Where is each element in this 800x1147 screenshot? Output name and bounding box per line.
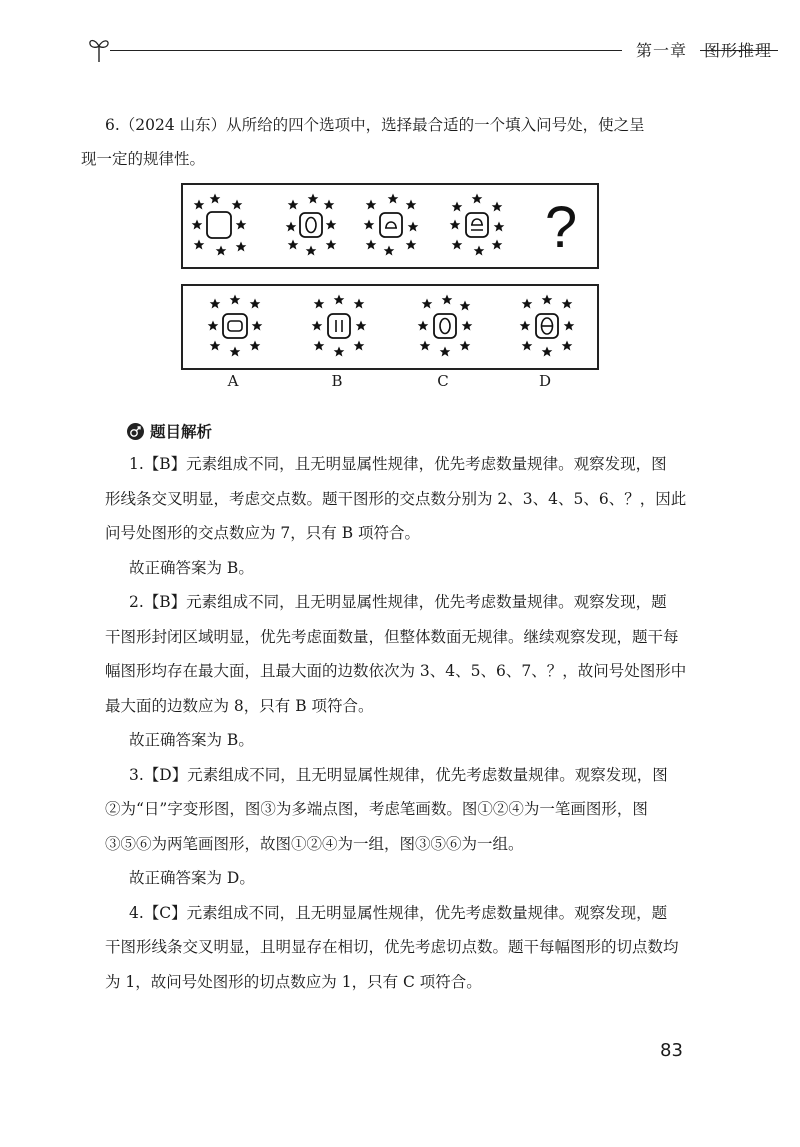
answer-2-conclusion: 故正确答案为 B。 [129, 731, 254, 749]
answer-4-line-1: 4.【C】元素组成不同，且无明显属性规律，优先考虑数量规律。观察发现，题 [129, 903, 668, 922]
question-text [81, 108, 695, 176]
puzzle-figures [183, 185, 597, 267]
answer-2-line-1: 2.【B】元素组成不同，且无明显属性规律，优先考虑数量规律。观察发现，题 [129, 593, 667, 611]
answer-3-line-2: ②为“日”字变形图，图③为多端点图，考虑笔画数。图①②④为一笔画图形，图 [105, 800, 648, 818]
header-rule-left [110, 50, 622, 51]
option-label-c: C [437, 372, 449, 390]
chapter-title: 第一章 图形推理 [636, 41, 773, 60]
puzzle-sequence-box [181, 183, 599, 269]
analysis-section-title [127, 420, 212, 442]
question-line-1: 6.（2024 山东）从所给的四个选项中，选择最合适的一个填入问号处，使之呈 [105, 116, 645, 134]
analysis-title: 题目解析 [150, 423, 213, 441]
answer-3-line-1: 3.【D】元素组成不同，且无明显属性规律，优先考虑数量规律。观察发现，图 [129, 765, 668, 784]
answer-1-line-1: 1.【B】元素组成不同，且无明显属性规律，优先考虑数量规律。观察发现，图 [129, 455, 667, 473]
answer-1-line-2: 形线条交叉明显，考虑交点数。题干图形的交点数分别为 2、3、4、5、6、？，因此 [105, 489, 687, 508]
question-mark: ? [544, 195, 578, 260]
answer-2-line-4: 最大面的边数应为 8，只有 B 项符合。 [105, 696, 374, 715]
puzzle-figure-2 [286, 194, 337, 256]
puzzle-figure-3 [364, 194, 419, 256]
answer-3-line-3: ③⑤⑥为两笔画图形，故图①②④为一组，图③⑤⑥为一组。 [105, 834, 524, 853]
answer-4-line-2: 干图形线条交叉明显，且明显存在相切，优先考虑切点数。题干每幅图形的切点数均 [105, 938, 679, 956]
puzzle-figure-4 [450, 194, 505, 256]
option-labels [181, 372, 599, 392]
option-label-a: A [227, 372, 239, 390]
option-b-figure [312, 295, 367, 357]
option-label-b: B [331, 372, 343, 390]
answer-4-line-3: 为 1，故问号处图形的切点数应为 1，只有 C 项符合。 [105, 972, 482, 991]
analysis-body [105, 447, 695, 999]
running-header [88, 34, 778, 74]
puzzle-figure-1 [192, 194, 247, 256]
answer-1-conclusion: 故正确答案为 B。 [129, 558, 254, 577]
option-label-d: D [538, 372, 552, 390]
sprout-icon [88, 34, 110, 64]
header-rule-right [700, 50, 778, 51]
option-d-figure [520, 295, 575, 357]
option-figures [183, 286, 597, 368]
options-box [181, 284, 599, 370]
analysis-badge-icon [127, 423, 144, 440]
question-line-2: 现一定的规律性。 [81, 150, 206, 168]
answer-3-conclusion: 故正确答案为 D。 [129, 869, 255, 887]
option-c-figure [418, 295, 473, 357]
option-a-figure [208, 295, 263, 357]
answer-2-line-3: 幅图形均存在最大面，且最大面的边数依次为 3、4、5、6、7、？，故问号处图形中 [105, 662, 687, 680]
answer-2-line-2: 干图形封闭区域明显，优先考虑面数量，但整体数面无规律。继续观察发现，题干每 [105, 627, 679, 646]
answer-1-line-3: 问号处图形的交点数应为 7，只有 B 项符合。 [105, 524, 421, 542]
page-number: 83 [660, 1040, 683, 1061]
